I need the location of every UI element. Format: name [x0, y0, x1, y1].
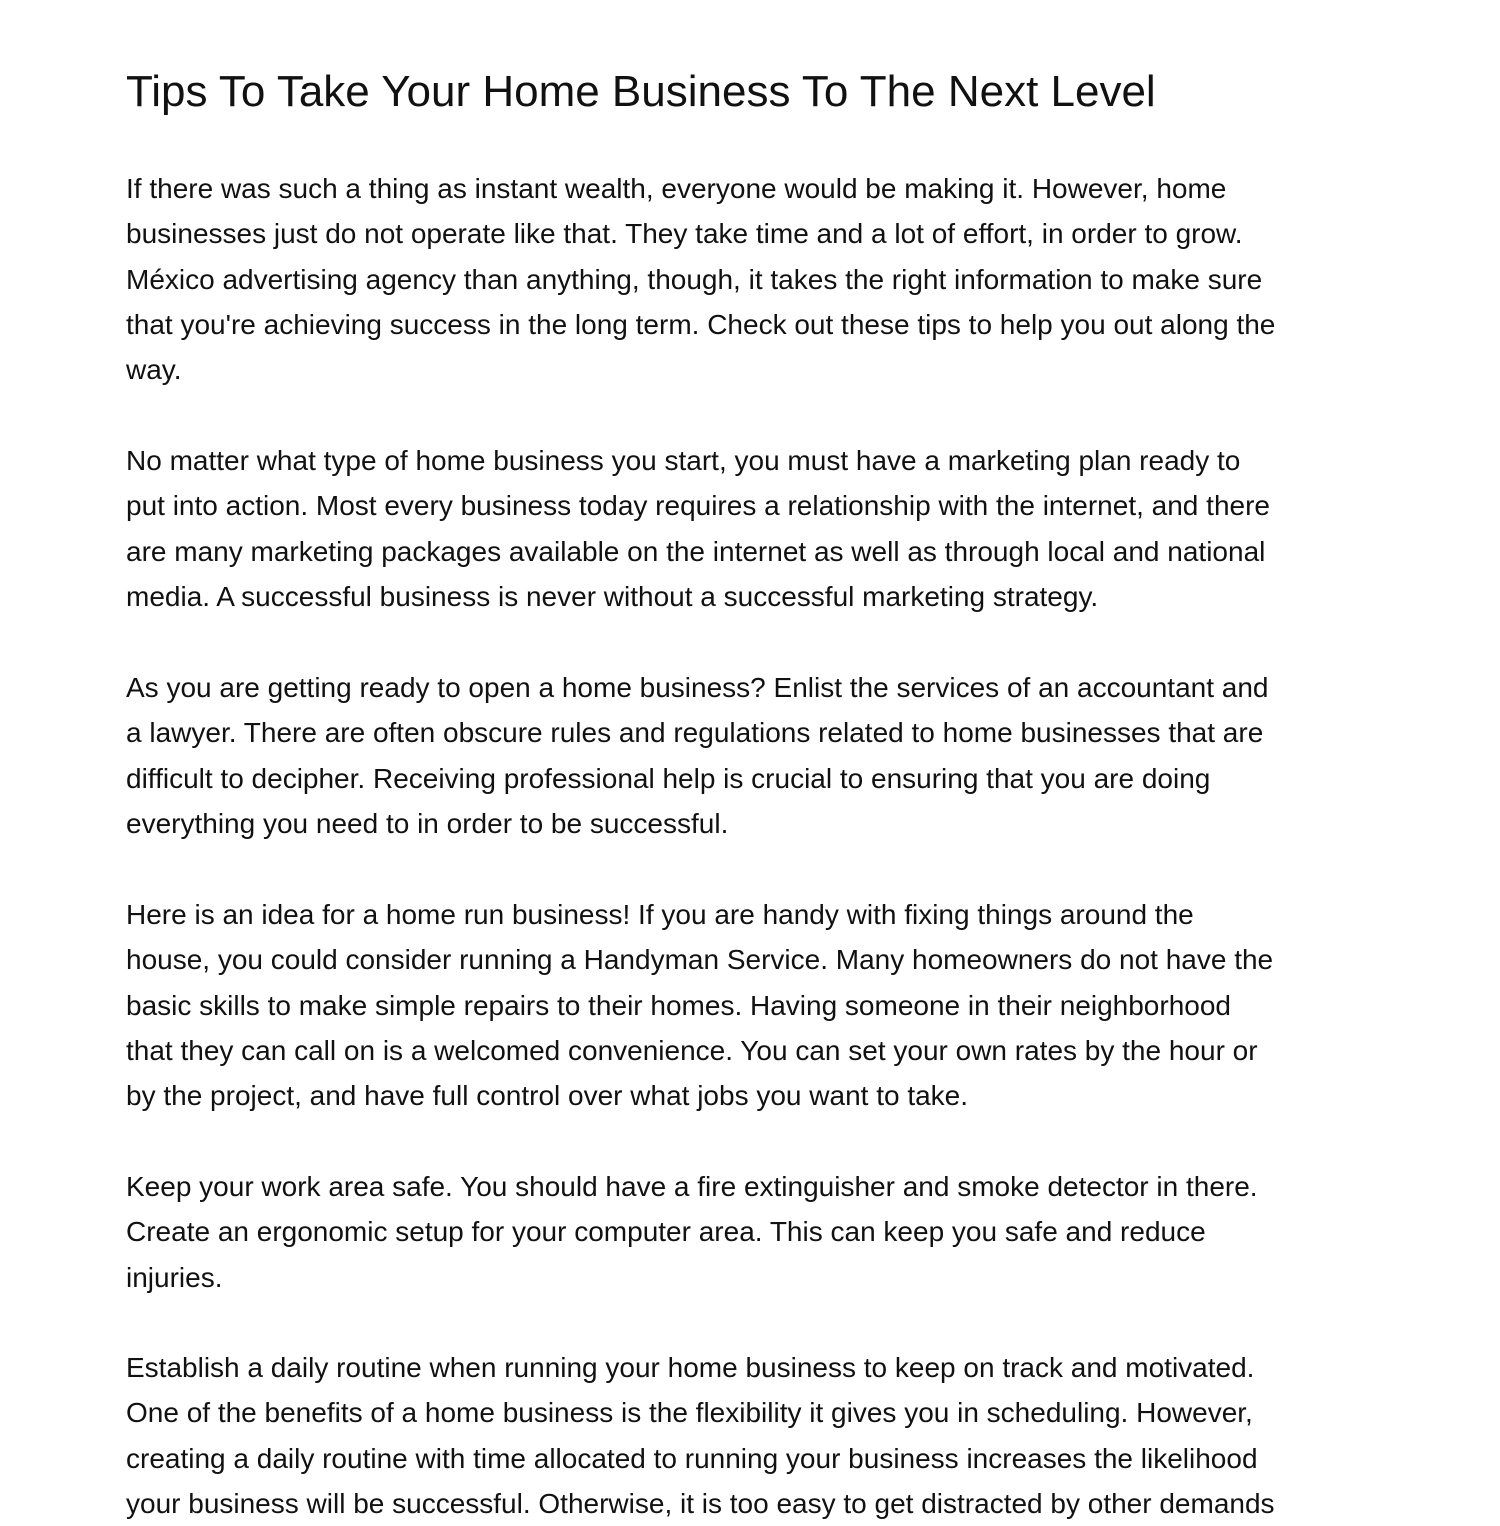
paragraph-line: that you're achieving success in the long term. Check out these tips to help you out along the: [126, 308, 1276, 340]
paragraph-line: Here is an idea for a home run business! If you are handy with fixing things around the: [126, 899, 1194, 930]
paragraph-line: that they can call on is a welcomed convenience. You can set your own rates by the hour or: [126, 1034, 1258, 1066]
paragraph-line: If there was such a thing as instant wealth, everyone would be making it. However, home: [126, 173, 1227, 204]
paragraph-line: way.: [126, 354, 182, 386]
paragraph-line: everything you need to in order to be successful.: [126, 807, 729, 839]
paragraph-6: [126, 1345, 1275, 1526]
paragraph-3: [126, 665, 1269, 846]
paragraph-line: injuries.: [126, 1261, 223, 1293]
paragraph-line: As you are getting ready to open a home business? Enlist the services of an accountant and: [126, 672, 1269, 703]
paragraph-line: a lawyer. There are often obscure rules and regulations related to home businesses that are: [126, 717, 1264, 749]
paragraph-line: put into action. Most every business today requires a relationship with the internet, and there: [126, 490, 1270, 522]
paragraph-line: house, you could consider running a Handyman Service. Many homeowners do not have the: [126, 944, 1274, 976]
paragraph-line: Keep your work area safe. You should have a fire extinguisher and smoke detector in there.: [126, 1171, 1258, 1202]
paragraph-line: media. A successful business is never without a successful marketing strategy.: [126, 580, 1099, 612]
paragraph-line: difficult to decipher. Receiving professional help is crucial to ensuring that you are doing: [126, 762, 1211, 794]
paragraph-line: businesses just do not operate like that. They take time and a lot of effort, in order to grow.: [126, 218, 1243, 250]
paragraph-line: Establish a daily routine when running your home business to keep on track and motivated.: [126, 1352, 1255, 1383]
paragraph-5: [126, 1164, 1258, 1300]
paragraph-line: Create an ergonomic setup for your computer area. This can keep you safe and reduce: [126, 1216, 1206, 1248]
paragraph-line: basic skills to make simple repairs to their homes. Having someone in their neighborhood: [126, 989, 1231, 1021]
document-title: Tips To Take Your Home Business To The Next Level: [126, 67, 1156, 116]
paragraph-line: by the project, and have full control over what jobs you want to take.: [126, 1080, 969, 1112]
paragraph-4: [126, 892, 1273, 1118]
paragraph-line: are many marketing packages available on the internet as well as through local and national: [126, 535, 1266, 567]
paragraph-1: [126, 166, 1275, 392]
paragraph-line: your business will be successful. Otherwise, it is too easy to get distracted by other demands: [126, 1487, 1275, 1519]
paragraph-line: One of the benefits of a home business is the flexibility it gives you in scheduling. However,: [126, 1397, 1253, 1429]
paragraph-2: [126, 438, 1270, 619]
paragraph-line: No matter what type of home business you start, you must have a marketing plan ready to: [126, 445, 1241, 476]
paragraph-line: México advertising agency than anything, though, it takes the right information to make sure: [126, 263, 1263, 295]
paragraph-line: creating a daily routine with time allocated to running your business increases the likelihood: [126, 1442, 1258, 1474]
